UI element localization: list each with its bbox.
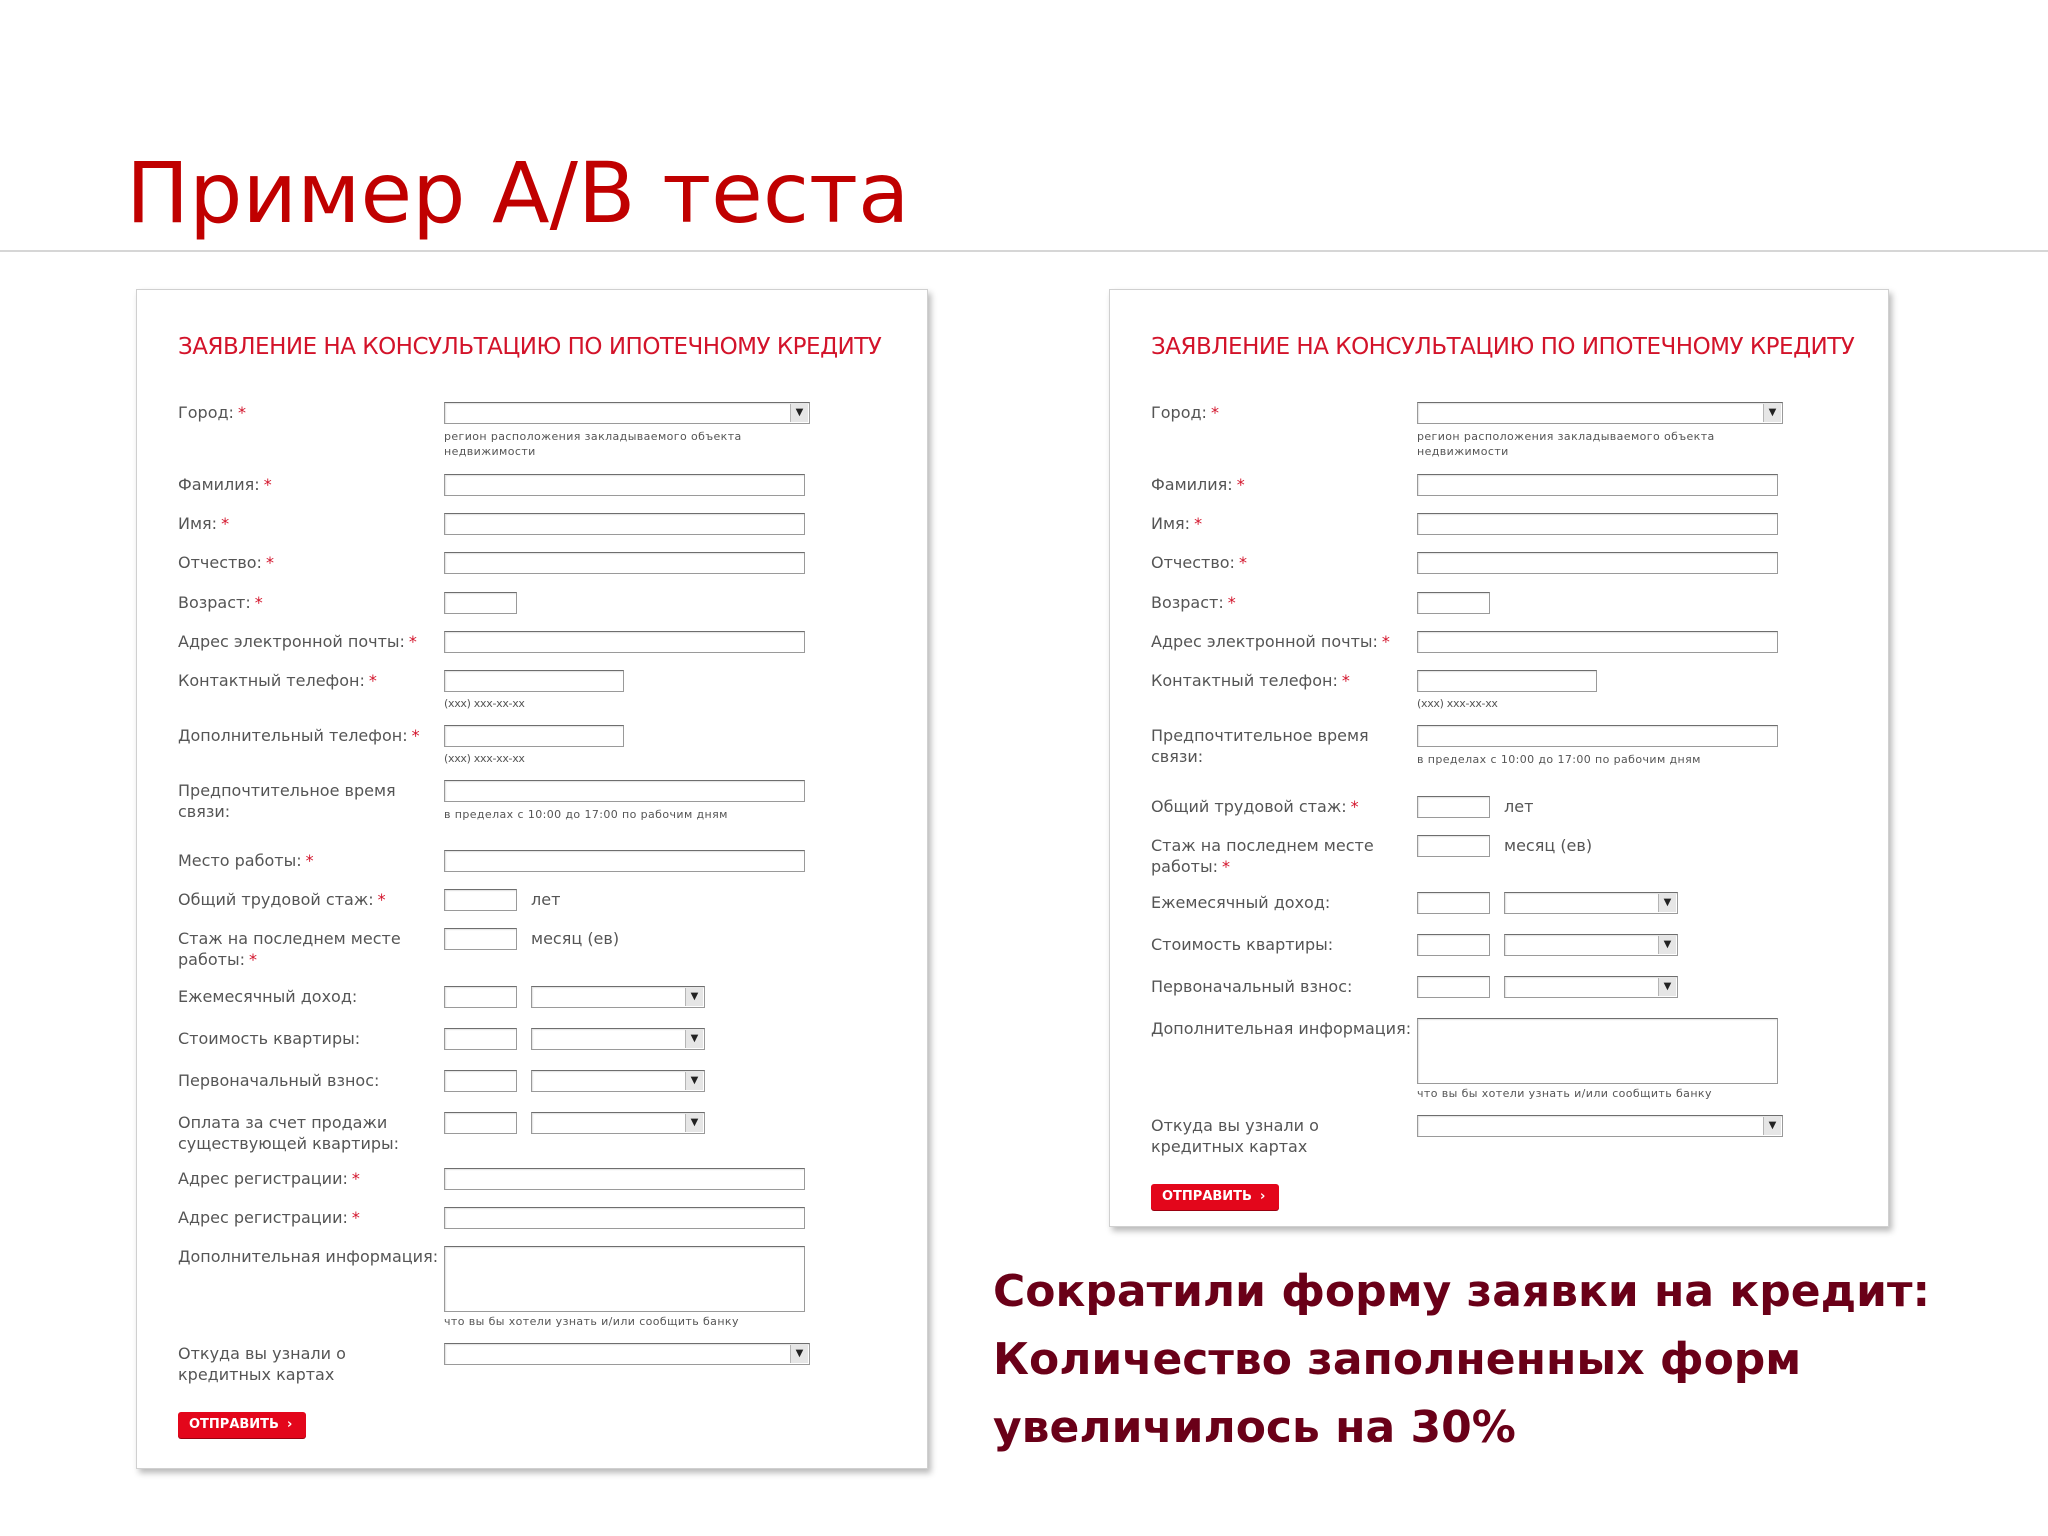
email-label: Адрес электронной почты: * <box>1151 632 1390 651</box>
city-select[interactable] <box>1417 402 1783 424</box>
down-payment-label: Первоначальный взнос: <box>1151 977 1353 996</box>
registration-address-label: Адрес регистрации: * <box>178 1169 360 1188</box>
sale-payment-currency-select[interactable] <box>531 1112 705 1134</box>
monthly-income-currency-select[interactable] <box>1504 892 1678 914</box>
submit-button[interactable]: ОТПРАВИТЬ › <box>178 1412 306 1438</box>
dropdown-arrow-icon: ▼ <box>685 1114 703 1132</box>
contact-time-hint: в пределах с 10:00 до 17:00 по рабочим дням <box>1417 753 1701 766</box>
city-select[interactable] <box>444 402 810 424</box>
dropdown-arrow-icon: ▼ <box>1658 894 1676 912</box>
registration-address-input[interactable] <box>444 1168 805 1190</box>
months-unit: месяц (ев) <box>531 929 620 948</box>
extra-phone-hint: (xxx) xxx-xx-xx <box>444 752 525 765</box>
months-unit: месяц (ев) <box>1504 836 1593 855</box>
monthly-income-label: Ежемесячный доход: <box>178 987 358 1006</box>
contact-time-label: Предпочтительное время связи: <box>178 781 396 821</box>
first-name-input[interactable] <box>1417 513 1778 535</box>
phone-input[interactable] <box>444 670 624 692</box>
contact-time-input[interactable] <box>444 780 805 802</box>
extra-phone-input[interactable] <box>444 725 624 747</box>
phone-label: Контактный телефон: * <box>178 671 377 690</box>
last-name-label: Фамилия: * <box>178 475 272 494</box>
submit-button[interactable]: ОТПРАВИТЬ › <box>1151 1184 1279 1210</box>
email-input[interactable] <box>1417 631 1778 653</box>
last-name-label: Фамилия: * <box>1151 475 1245 494</box>
last-name-input[interactable] <box>1417 474 1778 496</box>
conclusion-line: Количество заполненных форм <box>993 1334 1802 1385</box>
apartment-cost-label: Стоимость квартиры: <box>178 1029 361 1048</box>
city-hint: регион расположения закладываемого объекта недвижимости <box>444 430 742 458</box>
additional-info-hint: что вы бы хотели узнать и/или сообщить банку <box>1417 1087 1712 1100</box>
apartment-cost-input[interactable] <box>444 1028 517 1050</box>
required-mark: * <box>237 403 246 422</box>
dropdown-arrow-icon: ▼ <box>1658 936 1676 954</box>
patronymic-input[interactable] <box>444 552 805 574</box>
monthly-income-label: Ежемесячный доход: <box>1151 893 1331 912</box>
dropdown-arrow-icon: ▼ <box>685 1072 703 1090</box>
monthly-income-input[interactable] <box>444 986 517 1008</box>
source-select[interactable] <box>1417 1115 1783 1137</box>
dropdown-arrow-icon: ▼ <box>1763 404 1781 422</box>
registration-address-input-2[interactable] <box>444 1207 805 1229</box>
apartment-cost-currency-select[interactable] <box>1504 934 1678 956</box>
last-job-experience-input[interactable] <box>1417 835 1490 857</box>
apartment-cost-currency-select[interactable] <box>531 1028 705 1050</box>
form-heading: ЗАЯВЛЕНИЕ НА КОНСУЛЬТАЦИЮ ПО ИПОТЕЧНОМУ КРЕДИТУ <box>178 334 882 360</box>
source-select[interactable] <box>444 1343 810 1365</box>
total-experience-label: Общий трудовой стаж: * <box>178 890 386 909</box>
source-label: Откуда вы узнали о кредитных картах <box>1151 1116 1319 1156</box>
chevron-right-icon: › <box>286 1417 293 1432</box>
conclusion-line: Сократили форму заявки на кредит: <box>993 1266 1931 1317</box>
sale-payment-input[interactable] <box>444 1112 517 1134</box>
registration-address-label-2: Адрес регистрации: * <box>178 1208 360 1227</box>
dropdown-arrow-icon: ▼ <box>790 1345 808 1363</box>
last-name-input[interactable] <box>444 474 805 496</box>
source-label: Откуда вы узнали о кредитных картах <box>178 1344 346 1384</box>
additional-info-label: Дополнительная информация: <box>1151 1019 1412 1038</box>
contact-time-hint: в пределах с 10:00 до 17:00 по рабочим дням <box>444 808 728 821</box>
phone-input[interactable] <box>1417 670 1597 692</box>
city-hint: регион расположения закладываемого объекта недвижимости <box>1417 430 1715 458</box>
dropdown-arrow-icon: ▼ <box>1658 978 1676 996</box>
first-name-label: Имя: * <box>178 514 230 533</box>
city-label: Город: * <box>178 403 246 422</box>
years-unit: лет <box>531 890 561 909</box>
workplace-input[interactable] <box>444 850 805 872</box>
down-payment-currency-select[interactable] <box>1504 976 1678 998</box>
patronymic-input[interactable] <box>1417 552 1778 574</box>
last-job-experience-label: Стаж на последнем месте работы: * <box>178 929 401 969</box>
first-name-label: Имя: * <box>1151 514 1203 533</box>
dropdown-arrow-icon: ▼ <box>790 404 808 422</box>
last-job-experience-label: Стаж на последнем месте работы: * <box>1151 836 1374 876</box>
conclusion-text <box>993 1258 2003 1462</box>
dropdown-arrow-icon: ▼ <box>685 988 703 1006</box>
form-b-card <box>1109 289 1889 1227</box>
contact-time-input[interactable] <box>1417 725 1778 747</box>
apartment-cost-input[interactable] <box>1417 934 1490 956</box>
form-a-card <box>136 289 928 1469</box>
down-payment-currency-select[interactable] <box>531 1070 705 1092</box>
phone-hint: (xxx) xxx-xx-xx <box>444 697 525 710</box>
down-payment-input[interactable] <box>444 1070 517 1092</box>
age-label: Возраст: * <box>178 593 263 612</box>
phone-label: Контактный телефон: * <box>1151 671 1350 690</box>
contact-time-label: Предпочтительное время связи: <box>1151 726 1369 766</box>
city-label: Город: * <box>1151 403 1219 422</box>
chevron-right-icon: › <box>1259 1189 1266 1204</box>
email-label: Адрес электронной почты: * <box>178 632 417 651</box>
patronymic-label: Отчество: * <box>1151 553 1247 572</box>
age-label: Возраст: * <box>1151 593 1236 612</box>
total-experience-label: Общий трудовой стаж: * <box>1151 797 1359 816</box>
total-experience-input[interactable] <box>444 889 517 911</box>
dropdown-arrow-icon: ▼ <box>1763 1117 1781 1135</box>
first-name-input[interactable] <box>444 513 805 535</box>
workplace-label: Место работы: * <box>178 851 314 870</box>
monthly-income-currency-select[interactable] <box>531 986 705 1008</box>
last-job-experience-input[interactable] <box>444 928 517 950</box>
down-payment-input[interactable] <box>1417 976 1490 998</box>
monthly-income-input[interactable] <box>1417 892 1490 914</box>
dropdown-arrow-icon: ▼ <box>685 1030 703 1048</box>
title-divider <box>0 250 2048 252</box>
additional-info-label: Дополнительная информация: <box>178 1247 439 1266</box>
slide-title: Пример А/В теста <box>126 144 910 242</box>
down-payment-label: Первоначальный взнос: <box>178 1071 380 1090</box>
age-input[interactable] <box>1417 592 1490 614</box>
patronymic-label: Отчество: * <box>178 553 274 572</box>
phone-hint: (xxx) xxx-xx-xx <box>1417 697 1498 710</box>
total-experience-input[interactable] <box>1417 796 1490 818</box>
additional-info-hint: что вы бы хотели узнать и/или сообщить банку <box>444 1315 739 1328</box>
additional-info-textarea[interactable] <box>444 1246 805 1312</box>
sale-payment-label: Оплата за счет продажи существующей квартиры: <box>178 1113 400 1153</box>
extra-phone-label: Дополнительный телефон: * <box>178 726 420 745</box>
form-heading: ЗАЯВЛЕНИЕ НА КОНСУЛЬТАЦИЮ ПО ИПОТЕЧНОМУ КРЕДИТУ <box>1151 334 1855 360</box>
conclusion-line: увеличилось на 30% <box>993 1402 1516 1453</box>
apartment-cost-label: Стоимость квартиры: <box>1151 935 1334 954</box>
age-input[interactable] <box>444 592 517 614</box>
years-unit: лет <box>1504 797 1534 816</box>
additional-info-textarea[interactable] <box>1417 1018 1778 1084</box>
email-input[interactable] <box>444 631 805 653</box>
